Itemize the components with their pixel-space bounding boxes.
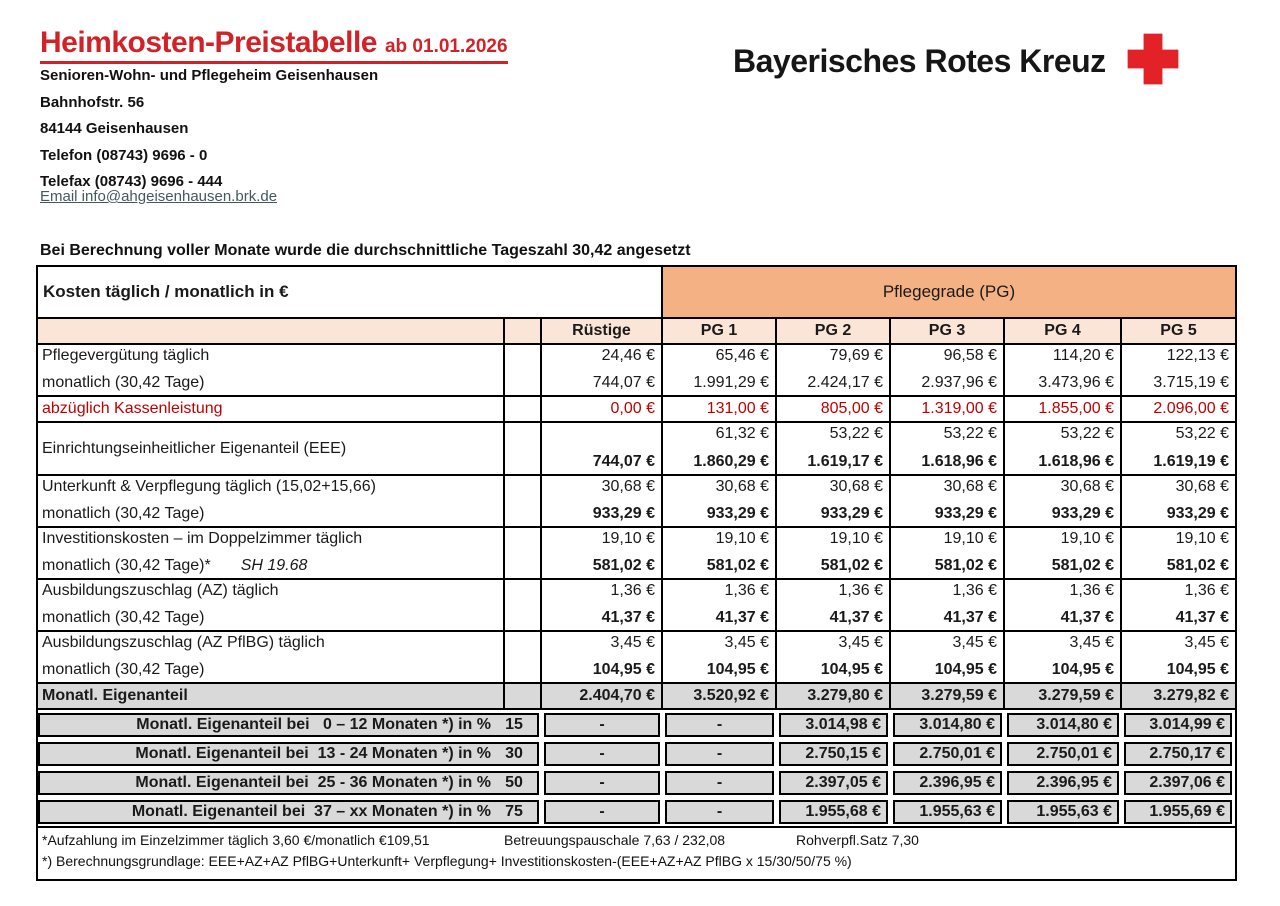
table-cell <box>777 476 891 526</box>
table-row-eee <box>38 423 1235 476</box>
percent-value: 50 <box>505 774 523 791</box>
table-cell: 1.955,63 € <box>1007 800 1119 824</box>
monthly-value: 744,07 € <box>592 374 655 391</box>
table-cell: - <box>665 742 774 766</box>
monthly-value: 933,29 € <box>706 505 769 522</box>
table-cell <box>1122 423 1235 474</box>
table-cell <box>1005 528 1122 578</box>
table-cell <box>663 423 777 474</box>
table-cell <box>1122 632 1235 682</box>
row-label-monthly-text: monatlich (30,42 Tage) <box>42 609 205 626</box>
daily-value: 3,45 € <box>724 634 769 651</box>
percent-row-label-box <box>38 800 539 824</box>
phone-line: Telefon (08743) 9696 - 0 <box>40 146 208 164</box>
table-cell <box>777 580 891 630</box>
table-cell: 2.750,17 € <box>1124 742 1232 766</box>
table-cell <box>542 423 663 474</box>
table-cell: 2.096,00 € <box>1153 400 1229 417</box>
table-cell: 2.396,95 € <box>893 771 1002 795</box>
table-cell <box>1122 580 1235 630</box>
table-cell: 131,00 € <box>663 397 777 421</box>
monthly-value: 41,37 € <box>829 609 883 626</box>
monthly-value: 1.619,19 € <box>1153 453 1229 470</box>
row-label-monthly <box>42 609 499 627</box>
monthly-value: 1.860,29 € <box>693 453 769 470</box>
table-footnotes <box>38 826 1235 879</box>
table-cell <box>777 423 891 474</box>
daily-value: 30,68 € <box>1060 478 1114 495</box>
table-cell <box>542 476 663 526</box>
row-label-monthly <box>42 661 499 679</box>
title-date: ab 01.01.2026 <box>384 36 508 57</box>
table-cell: 3.279,59 € <box>891 684 1005 708</box>
percent-row-label-box <box>38 713 539 737</box>
row-label-daily: Investitionskosten – im Doppelzimmer täglich <box>42 530 363 547</box>
table-cell: 1.955,69 € <box>1124 800 1232 824</box>
daily-value: 79,69 € <box>829 347 883 364</box>
table-row-total <box>38 684 1235 710</box>
row-label-daily: Unterkunft & Verpflegung täglich (15,02+15,66) <box>42 478 376 495</box>
table-cell: 0,00 € <box>542 397 663 421</box>
table-cell: 1.955,63 € <box>893 800 1002 824</box>
monthly-value: 933,29 € <box>1051 505 1114 522</box>
spacer-cell <box>505 423 542 474</box>
table-column-header-row <box>38 319 1235 345</box>
fax-line: Telefax (08743) 9696 - 444 <box>40 173 223 190</box>
row-label <box>38 632 505 682</box>
table-cell <box>663 476 777 526</box>
percent-row-label: Monatl. Eigenanteil bei 13 - 24 Monaten *) in % <box>135 745 491 762</box>
daily-value: 1,36 € <box>952 582 997 599</box>
monthly-value: 1.619,17 € <box>807 453 883 470</box>
table-row-cost <box>38 345 1235 397</box>
table-cell: 3.279,82 € <box>1122 684 1235 708</box>
table-cell: 3.014,80 € <box>1007 713 1119 737</box>
table-header-group-row <box>38 267 1235 319</box>
monthly-value: 3.715,19 € <box>1153 374 1229 391</box>
email-link[interactable]: Email info@ahgeisenhausen.brk.de <box>40 188 278 205</box>
footnote-single-room: *Aufzahlung im Einzelzimmer täglich 3,60 €/monatlich €109,51 <box>42 832 430 848</box>
monthly-value: 104,95 € <box>1051 661 1114 678</box>
table-cell: - <box>665 713 774 737</box>
row-label <box>38 476 505 526</box>
monthly-value: 2.937,96 € <box>921 374 997 391</box>
row-label-monthly <box>42 557 499 575</box>
monthly-value: 581,02 € <box>1051 557 1114 574</box>
table-cell <box>663 632 777 682</box>
table-cell <box>1005 345 1122 395</box>
daily-value: 53,22 € <box>943 425 997 442</box>
daily-value: 3,45 € <box>1184 634 1229 651</box>
monthly-value: 581,02 € <box>1166 557 1229 574</box>
monthly-value: 1.618,96 € <box>921 453 997 470</box>
daily-value: 96,58 € <box>943 347 997 364</box>
facility-name: Senioren-Wohn- und Pflegeheim Geisenhausen <box>40 67 379 84</box>
daily-value: 3,45 € <box>610 634 655 651</box>
table-cell: 3.520,92 € <box>663 684 777 708</box>
monthly-value: 104,95 € <box>934 661 997 678</box>
monthly-value: 104,95 € <box>706 661 769 678</box>
table-cell: 3.014,80 € <box>893 713 1002 737</box>
table-cell <box>1122 528 1235 578</box>
table-row-cost <box>38 632 1235 684</box>
monthly-value: 104,95 € <box>820 661 883 678</box>
daily-value: 3,45 € <box>838 634 883 651</box>
table-row-percent <box>38 768 1235 797</box>
table-cell: 3.279,80 € <box>777 684 891 708</box>
col-header-ruestige: Rüstige <box>542 319 663 343</box>
monthly-value: 41,37 € <box>601 609 655 626</box>
table-cell <box>891 345 1005 395</box>
daily-value: 65,46 € <box>715 347 769 364</box>
table-cell <box>1005 632 1122 682</box>
table-cell <box>663 345 777 395</box>
daily-value: 3,45 € <box>952 634 997 651</box>
monthly-value: 104,95 € <box>592 661 655 678</box>
daily-value: 30,68 € <box>601 478 655 495</box>
table-cell: 2.397,05 € <box>779 771 888 795</box>
table-cell: 1.319,00 € <box>891 397 1005 421</box>
monthly-value: 41,37 € <box>715 609 769 626</box>
row-label-daily: Ausbildungszuschlag (AZ) täglich <box>42 582 279 599</box>
col-header-pg5: PG 5 <box>1122 319 1235 343</box>
daily-value: 53,22 € <box>1175 425 1229 442</box>
monthly-value: 581,02 € <box>592 557 655 574</box>
facility-address <box>40 63 378 196</box>
table-cell: 805,00 € <box>777 397 891 421</box>
monthly-value: 104,95 € <box>1166 661 1229 678</box>
footnote-calculation-basis: *) Berechnungsgrundlage: EEE+AZ+AZ PflBG+Unterkunft+ Verpflegung+ Investitionskosten-(EEE+AZ+AZ PflBG x 15/30/50/75 %) <box>42 853 852 869</box>
calculation-note: Bei Berechnung voller Monate wurde die durchschnittliche Tageszahl 30,42 angesetzt <box>40 242 691 259</box>
row-label <box>38 528 505 578</box>
pflegegrade-group-header: Pflegegrade (PG) <box>663 267 1235 317</box>
col-header-pg3: PG 3 <box>891 319 1005 343</box>
table-cell: - <box>544 713 660 737</box>
table-cell <box>891 580 1005 630</box>
table-cell <box>1122 476 1235 526</box>
table-cell <box>542 632 663 682</box>
table-cell: 3.014,98 € <box>779 713 888 737</box>
monthly-value: 933,29 € <box>592 505 655 522</box>
table-cell: 2.750,01 € <box>893 742 1002 766</box>
table-cell: 1.955,68 € <box>779 800 888 824</box>
footnote-rohverpflegung: Rohverpfl.Satz 7,30 <box>796 832 919 848</box>
monthly-value: 1.618,96 € <box>1038 453 1114 470</box>
table-cell <box>542 528 663 578</box>
title-text: Heimkosten-Preistabelle <box>40 26 377 59</box>
percent-row-label: Monatl. Eigenanteil bei 25 - 36 Monaten *) in % <box>135 774 491 791</box>
spacer-cell <box>505 345 542 395</box>
daily-value: 30,68 € <box>1175 478 1229 495</box>
col-header-pg4: PG 4 <box>1005 319 1122 343</box>
row-label-monthly-text: monatlich (30,42 Tage) <box>42 661 205 678</box>
table-cell: - <box>544 771 660 795</box>
page-title <box>40 26 508 64</box>
daily-value: 1,36 € <box>1184 582 1229 599</box>
table-cell: - <box>544 742 660 766</box>
table-cell: 3.279,59 € <box>1005 684 1122 708</box>
row-label-daily: Pflegevergütung täglich <box>42 347 210 364</box>
table-corner-label: Kosten täglich / monatlich in € <box>38 267 663 317</box>
table-cell <box>542 345 663 395</box>
row-label-monthly-text: monatlich (30,42 Tage) <box>42 374 205 391</box>
table-row-kassenleistung <box>38 397 1235 423</box>
brk-logo <box>733 34 1182 88</box>
daily-value: 1,36 € <box>838 582 883 599</box>
price-table <box>36 265 1237 881</box>
spacer-cell <box>505 684 542 708</box>
daily-value: 3,45 € <box>1069 634 1114 651</box>
table-cell: 1.855,00 € <box>1005 397 1122 421</box>
daily-value: 53,22 € <box>1060 425 1114 442</box>
monthly-value: 933,29 € <box>934 505 997 522</box>
daily-value: 19,10 € <box>601 530 655 547</box>
monthly-value: 1.991,29 € <box>693 374 769 391</box>
percent-row-label: Monatl. Eigenanteil bei 37 – xx Monaten *) in % <box>131 803 491 820</box>
table-row-percent <box>38 797 1235 826</box>
table-cell: 2.397,06 € <box>1124 771 1232 795</box>
daily-value: 1,36 € <box>610 582 655 599</box>
table-cell <box>891 528 1005 578</box>
daily-value: 30,68 € <box>829 478 883 495</box>
table-cell <box>1005 423 1122 474</box>
monthly-value: 933,29 € <box>820 505 883 522</box>
brk-logo-text: Bayerisches Rotes Kreuz <box>733 42 1106 79</box>
daily-value: 122,13 € <box>1166 347 1229 364</box>
row-label-monthly-text: monatlich (30,42 Tage)* <box>42 557 211 574</box>
row-label-monthly <box>42 374 499 392</box>
table-cell <box>1122 345 1235 395</box>
table-row-percent <box>38 710 1235 739</box>
table-cell: 2.750,15 € <box>779 742 888 766</box>
percent-value: 30 <box>505 745 523 762</box>
percent-value: 75 <box>505 803 523 820</box>
spacer-cell <box>505 397 542 421</box>
table-cell: 3.014,99 € <box>1124 713 1232 737</box>
spacer-cell <box>505 632 542 682</box>
monthly-value: 581,02 € <box>706 557 769 574</box>
spacer-cell <box>505 528 542 578</box>
daily-value: 19,10 € <box>829 530 883 547</box>
daily-value: 24,46 € <box>601 347 655 364</box>
row-label: Einrichtungseinheitlicher Eigenanteil (EEE) <box>38 423 505 474</box>
daily-value: 30,68 € <box>943 478 997 495</box>
spacer-cell <box>505 476 542 526</box>
header-empty-narrow <box>505 319 542 343</box>
table-row-cost <box>38 580 1235 632</box>
row-label-note: SH 19.68 <box>240 557 308 574</box>
row-label <box>38 345 505 395</box>
monthly-value: 41,37 € <box>1175 609 1229 626</box>
table-row-cost <box>38 476 1235 528</box>
monthly-value: 581,02 € <box>934 557 997 574</box>
monthly-value: 2.424,17 € <box>807 374 883 391</box>
percent-row-label-box <box>38 771 539 795</box>
table-row-percent <box>38 739 1235 768</box>
daily-value: 19,10 € <box>1060 530 1114 547</box>
table-cell: - <box>544 800 660 824</box>
daily-value: 1,36 € <box>1069 582 1114 599</box>
daily-value: 53,22 € <box>829 425 883 442</box>
row-label-monthly-text: monatlich (30,42 Tage) <box>42 505 205 522</box>
row-label: Monatl. Eigenanteil <box>38 684 505 708</box>
table-cell: - <box>665 771 774 795</box>
spacer-cell <box>505 580 542 630</box>
daily-value: 1,36 € <box>724 582 769 599</box>
footnote-betreuung: Betreuungspauschale 7,63 / 232,08 <box>504 832 726 848</box>
monthly-value: 933,29 € <box>1166 505 1229 522</box>
monthly-value: 744,07 € <box>592 453 655 470</box>
table-cell <box>663 580 777 630</box>
address-city: 84144 Geisenhausen <box>40 120 189 137</box>
table-cell <box>777 528 891 578</box>
percent-row-label: Monatl. Eigenanteil bei 0 – 12 Monaten *) in % <box>136 716 491 733</box>
table-cell: - <box>665 800 774 824</box>
monthly-value: 41,37 € <box>1060 609 1114 626</box>
daily-value: 19,10 € <box>943 530 997 547</box>
row-label: abzüglich Kassenleistung <box>38 397 505 421</box>
row-label-monthly <box>42 505 499 523</box>
table-cell: 2.750,01 € <box>1007 742 1119 766</box>
table-cell: 2.404,70 € <box>542 684 663 708</box>
table-row-cost <box>38 528 1235 580</box>
daily-value: 114,20 € <box>1052 347 1114 364</box>
table-cell <box>542 580 663 630</box>
daily-value: 61,32 € <box>715 425 769 442</box>
monthly-value: 41,37 € <box>943 609 997 626</box>
daily-value: 19,10 € <box>1175 530 1229 547</box>
daily-value: 30,68 € <box>715 478 769 495</box>
table-body <box>38 345 1235 826</box>
header-empty-label <box>38 319 505 343</box>
col-header-pg1: PG 1 <box>663 319 777 343</box>
table-cell <box>1005 580 1122 630</box>
address-street: Bahnhofstr. 56 <box>40 93 145 111</box>
table-cell <box>891 632 1005 682</box>
table-cell <box>891 476 1005 526</box>
row-label-daily: Ausbildungszuschlag (AZ PflBG) täglich <box>42 634 325 651</box>
table-cell <box>777 632 891 682</box>
monthly-value: 581,02 € <box>820 557 883 574</box>
row-label <box>38 580 505 630</box>
table-cell <box>663 528 777 578</box>
percent-value: 15 <box>505 716 523 733</box>
monthly-value: 3.473,96 € <box>1038 374 1114 391</box>
table-cell <box>891 423 1005 474</box>
table-cell <box>1005 476 1122 526</box>
col-header-pg2: PG 2 <box>777 319 891 343</box>
table-cell: 2.396,95 € <box>1007 771 1119 795</box>
red-cross-icon <box>1124 30 1182 88</box>
percent-row-label-box <box>38 742 539 766</box>
daily-value: 19,10 € <box>715 530 769 547</box>
table-cell <box>777 345 891 395</box>
